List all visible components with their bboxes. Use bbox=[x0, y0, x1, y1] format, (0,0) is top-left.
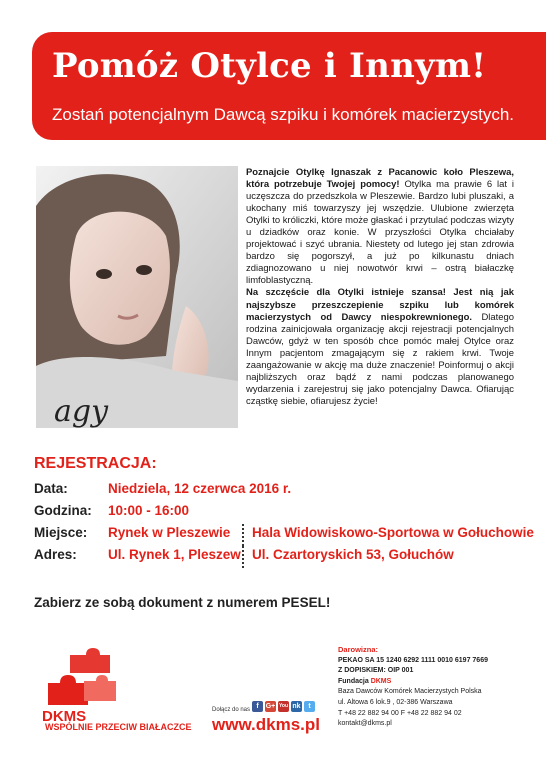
logo-text: DKMS bbox=[42, 708, 87, 725]
foundation-line bbox=[338, 677, 543, 688]
registration-title: REJESTRACJA: bbox=[34, 455, 157, 472]
address-value-1: Ul. Rynek 1, Pleszew bbox=[108, 547, 241, 562]
story-intro-bold: Poznajcie Otylkę Ignaszak z Pacanowic koło Pleszewa, która potrzebuje Twojej pomocy! bbox=[246, 167, 514, 191]
street-address: ul. Altowa 6 lok.9 , 02-386 Warszawa bbox=[338, 698, 453, 706]
place-label: Miejsce: bbox=[34, 525, 88, 540]
bring-document-note: Zabierz ze sobą dokument z numerem PESEL! bbox=[34, 595, 331, 610]
facebook-icon[interactable]: f bbox=[252, 701, 263, 712]
foundation-prefix: Fundacja bbox=[338, 677, 371, 685]
donation-info bbox=[338, 645, 543, 730]
place-value-2: Hala Widowiskowo-Sportowa w Gołuchowie bbox=[252, 525, 534, 540]
dotted-separator bbox=[242, 524, 244, 546]
nk-icon[interactable]: nk bbox=[292, 703, 301, 710]
date-label: Data: bbox=[34, 481, 68, 496]
time-row bbox=[34, 503, 534, 523]
contact-email[interactable]: kontakt@dkms.pl bbox=[338, 720, 392, 728]
social-icons bbox=[252, 701, 315, 712]
address-row bbox=[34, 547, 534, 567]
place-value-1: Rynek w Pleszewie bbox=[108, 525, 231, 540]
twitter-icon[interactable]: t bbox=[304, 701, 315, 712]
page-title: Pomóż Otylce i Innym! bbox=[52, 46, 487, 86]
foundation-name: DKMS bbox=[370, 677, 392, 685]
story-text bbox=[246, 167, 514, 408]
google-plus-icon[interactable]: G+ bbox=[265, 703, 276, 710]
story-hope-text: Dlatego rodzina zainicjowała organizację akcji rejestracji potencjalnych Dawców, gdyż w ten sposób chce pomóc małej Otylce oraz Innym pacjentom zmagającym się z rakiem krwi. Twoje zaangażowanie w akcję ma duże znaczenie! Poinformuj o akcji najbliższych oraz bądź z nami podczas planowanego wydarzenia i zarejestruj się jako potencjalny Dawca. Ofiarując cząstkę siebie, ofiarujesz życie! bbox=[246, 311, 514, 407]
date-value: Niedziela, 12 czerwca 2016 r. bbox=[108, 481, 292, 496]
svg-text:agy: agy bbox=[54, 394, 109, 428]
child-photo bbox=[36, 166, 238, 428]
story-hope-bold: Na szczęście dla Otylki istnieje szansa! Jest nią jak najszybsze przeszczepienie szpiku lub komórek macierzystych od Dawcy niespokrewnionego. bbox=[246, 287, 514, 323]
time-label: Godzina: bbox=[34, 503, 92, 518]
address-value-2: Ul. Czartoryskich 53, Gołuchów bbox=[252, 547, 454, 562]
phone-numbers: T +48 22 882 94 00 F +48 22 882 94 02 bbox=[338, 709, 462, 717]
social-label: Dołącz do nas bbox=[212, 707, 251, 713]
tagline: WSPÓLNIE PRZECIW BIAŁACZCE bbox=[45, 722, 192, 732]
header-banner bbox=[32, 32, 546, 140]
dotted-separator bbox=[242, 546, 244, 568]
place-row bbox=[34, 525, 534, 545]
website-link[interactable]: www.dkms.pl bbox=[212, 715, 321, 734]
address-label: Adres: bbox=[34, 547, 77, 562]
date-row bbox=[34, 481, 534, 501]
story-intro-text: Otylka ma prawie 6 lat i uczęszcza do przedszkola w Pleszewie. Bardzo lubi pluszaki, a ukochany miś towarzyszy jej wszędzie. Ulubione zwierzęta Otylki to króliczki, które może głaskać i przytulać podczas wizyty u dziadków oraz konie. W przyszłości Otylka chciałaby projektować i szyć ubrania. Niestety od lutego jej stan zdrowia bardzo się pogorszył, a już po kilkunastu dniach zdiagnozowano u niej nowotwór krwi – ostrą białaczkę limfoblastyczną. bbox=[246, 179, 515, 287]
organization-name: Baza Dawców Komórek Macierzystych Polska bbox=[338, 688, 482, 696]
bank-account: PEKAO SA 15 1240 6292 1111 0010 6197 7669 bbox=[338, 656, 488, 664]
page-subtitle: Zostań potencjalnym Dawcą szpiku i komórek macierzystych. bbox=[52, 105, 514, 124]
youtube-icon[interactable]: You bbox=[278, 701, 289, 712]
donations-title: Darowizna: bbox=[338, 645, 379, 654]
transfer-note: Z DOPISKIEM: OIP 001 bbox=[338, 667, 414, 675]
time-value: 10:00 - 16:00 bbox=[108, 503, 190, 518]
